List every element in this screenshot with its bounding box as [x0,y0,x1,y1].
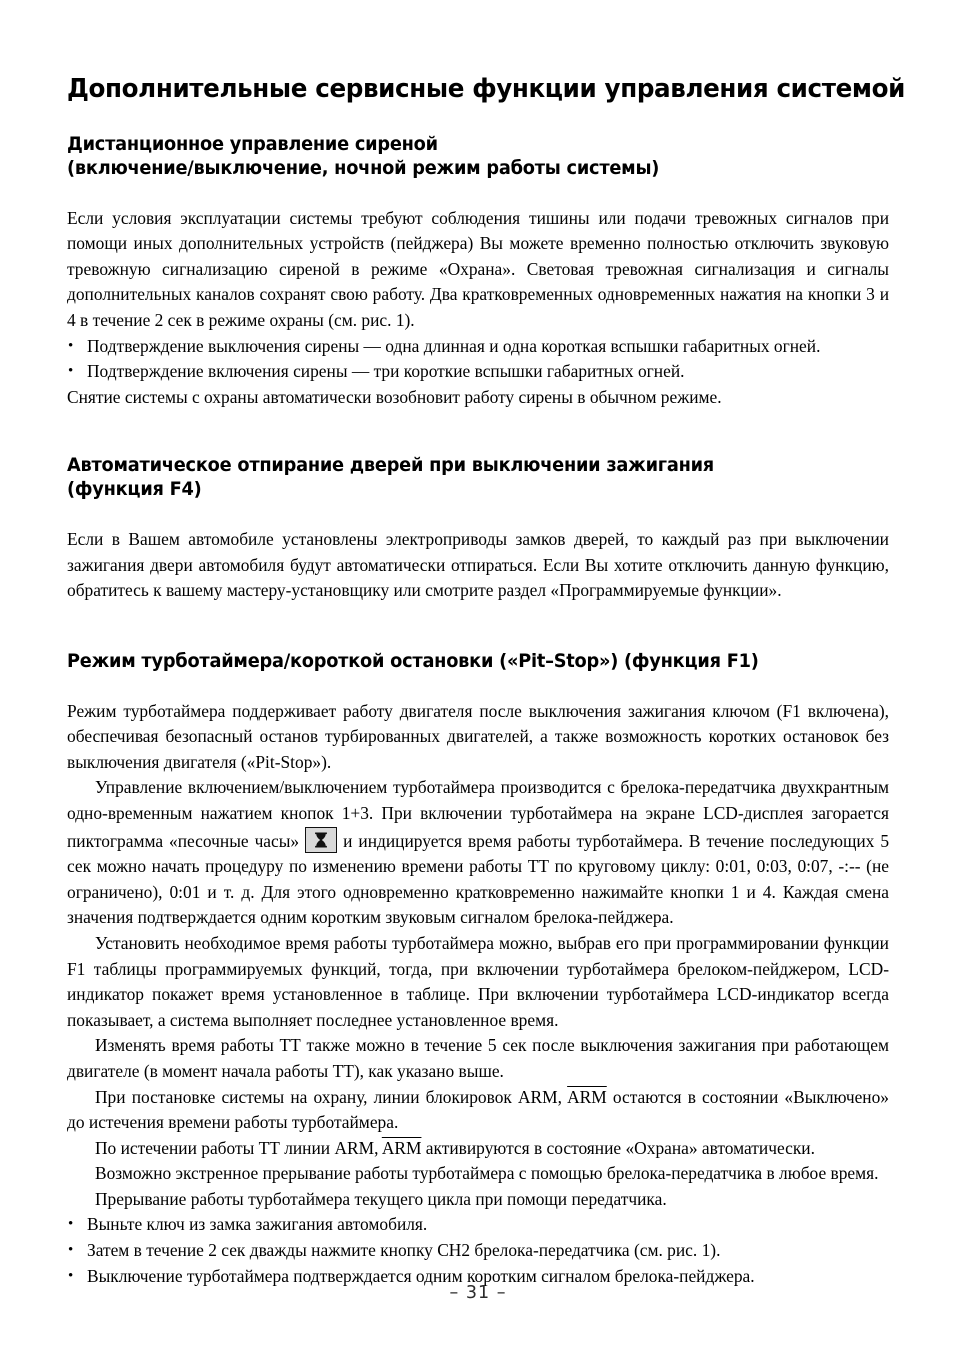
document-page [67,0,906,1352]
siren-paragraph: Если условия эксплуатации системы требуют соблюдения тишины или подачи тревожных сигналов при помощи иных дополнительных устройств (пейджера) Вы можете временно полностью отключить звуковую тревожную сигнализацию сиреной в режиме «Охрана». Световая тревожная сигнализация и сигналы дополнительных каналов сохранят свою работу. Два кратковременных одновременных нажатия на кнопки 3 и 4 в течение 2 сек в режиме охраны (см. рис. 1). [67,207,889,331]
turbotimer-bullet-list [67,1212,889,1289]
arm-overline-label-6: $\overline{ARM}$ [381,1137,422,1158]
turbotimer-paragraph-5 [67,1085,889,1136]
section-heading-siren-line1: Дистанционное управление сиреной [67,134,438,156]
section-heading-turbotimer [67,604,889,674]
section-heading-turbotimer-line1: Режим турботаймера/короткой остановки («Pit–Stop») (функция F1) [67,650,759,672]
arm-text-suffix-6: активируются в состояние «Охрана» автоматически. [421,1137,815,1158]
section-heading-siren [67,104,889,181]
section-heading-autounlock-line2: (функция F4) [67,479,202,501]
arm-text-prefix-5: При постановке системы на охрану, линии блокировок ARM, [95,1086,568,1107]
list-item: • Выньте ключ из замка зажигания автомобиля. [67,1212,889,1238]
turbotimer-paragraph-8: Прерывание работы турботаймера текущего цикла при помощи передатчика. [95,1188,667,1209]
list-item: • Подтверждение включения сирены — три короткие вспышки габаритных огней. [67,359,889,385]
section-heading-autounlock [67,410,889,502]
turbotimer-paragraph-2-text-b: и индицируется время работы турботаймера. В течение последующих 5 сек можно начать процедуру по изменению времени работы ТТ по круговому циклу: 0:01, 0:03, 0:07, -:-- (не ограничено), 0:01 и т. д. Для этого одновременно кратковременно нажимайте кнопки 1 и 4. Каждая смена значения подтверждается одним коротким звуковым сигналом брелока-пейджера. [67,830,890,928]
autounlock-paragraph: Если в Вашем автомобиле установлены электроприводы замков дверей, то каждый раз при выключении зажигания двери автомобиля будут автоматически отпираться. Если Вы хотите отключить данную функцию, обратитесь к вашему мастеру-установщику или смотрите раздел «Программируемые функции». [67,529,889,601]
hourglass-icon [305,827,337,853]
arm-overline-label-5: $\overline{ARM}$ [567,1086,607,1107]
turbotimer-paragraph-6 [67,1136,889,1162]
turbotimer-paragraph-3: Установить необходимое время работы турботаймера можно, выбрав его при программировании функции F1 таблицы программируемых функций, тогда, при включении турботаймера брелоком-пейджером, LCD-индикатор покажет время установленное в таблице. При включении турботаймера LCD-индикатор всегда показывает, а система выполняет последнее установленное время. [67,932,889,1030]
siren-bullet-list [67,334,889,385]
turbotimer-paragraph-7: Возможно экстренное прерывание работы турботаймера с помощью брелока-передатчика в любое время. [95,1163,879,1184]
page-number: – 31 – [449,1283,507,1303]
arm-text-prefix-6: По истечении работы ТТ линии ARM, [95,1137,382,1158]
list-item: • Выключение турботаймера подтверждается одним коротким сигналом брелока-пейджера. [67,1264,889,1290]
page-title: Дополнительные сервисные функции управления системой [67,74,906,104]
turbotimer-paragraph-4: Изменять время работы ТТ также можно в течение 5 сек после выключения зажигания при работающем двигателе (в момент начала работы ТТ), как указано выше. [67,1035,889,1081]
turbotimer-paragraph-2 [67,775,889,931]
arm-text-suffix-5: остаются в состоянии «Выключено» до истечения времени работы турботаймера. [67,1086,889,1133]
list-item: • Подтверждение выключения сирены — одна длинная и одна короткая вспышки габаритных огней. [67,334,889,360]
list-item: • Затем в течение 2 сек дважды нажмите кнопку CH2 брелока-передатчика (см. рис. 1). [67,1238,889,1264]
turbotimer-paragraph-2-text-a: Управление включением/выключением турботаймера производится с брелока-передатчика двухкрантным одно-временным нажатием кнопок 1+3. При включении турботаймера на экране LCD-дисплея загорается пиктограмма «песочные часы» [67,777,889,851]
section-heading-autounlock-line1: Автоматическое отпирание дверей при выключении зажигания [67,455,714,477]
siren-closing-paragraph: Снятие системы с охраны автоматически возобновит работу сирены в обычном режиме. [67,386,722,407]
turbotimer-paragraph-1: Режим турботаймера поддерживает работу двигателя после выключения зажигания ключом (F1 включена), обеспечивая безопасный останов турбированных двигателей, а также возможность коротких остановок без выключения двигателя («Pit-Stop»). [67,700,889,772]
section-heading-siren-line2: (включение/выключение, ночной режим работы системы) [67,157,660,179]
